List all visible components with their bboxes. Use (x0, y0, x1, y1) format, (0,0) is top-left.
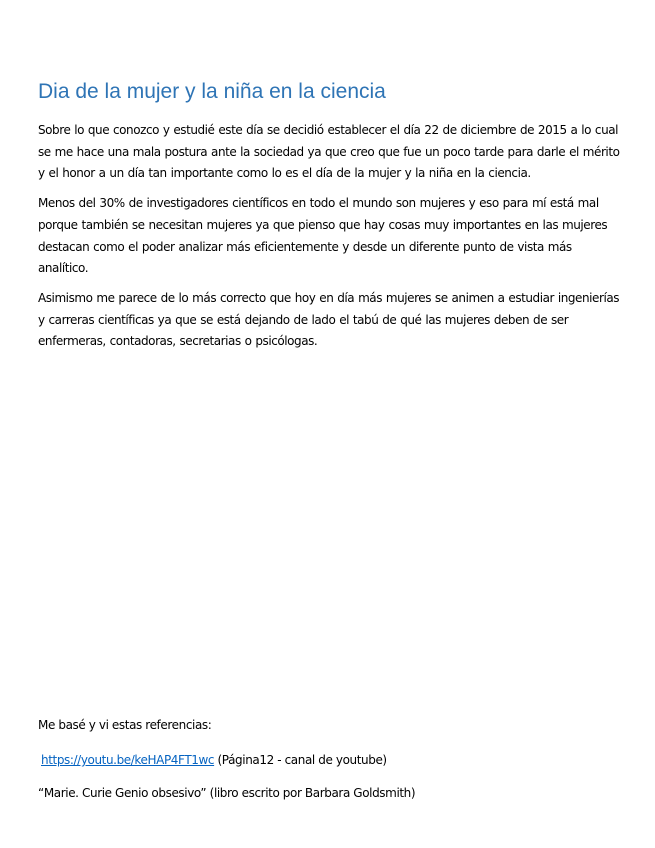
paragraph-2: Menos del 30% de investigadores científicos en todo el mundo son mujeres y eso para mí está mal porque también se necesitan mujeres ya que pienso que hay cosas muy importantes en las mujeres destacan como el poder analizar más eficientemente y desde un diferente punto de vista más analítico. (38, 196, 608, 276)
reference-book: “Marie. Curie Genio obsesivo” (libro escrito por Barbara Goldsmith) (38, 786, 416, 800)
reference-video-note: (Página12 - canal de youtube) (214, 753, 387, 767)
paragraph-3: Asimismo me parece de lo más correcto que hoy en día más mujeres se animen a estudiar ingenierías y carreras científicas ya que se está dejando de lado el tabú de qué las mujeres deben de ser enfermeras, contadoras, secretarias o psicólogas. (38, 290, 620, 349)
references-heading: Me basé y vi estas referencias: (38, 718, 212, 732)
document-body (38, 120, 620, 361)
reference-video (38, 750, 387, 770)
paragraph-1: Sobre lo que conozco y estudié este día se decidió establecer el día 22 de diciembre de 2015 a lo cual se me hace una mala postura ante la sociedad ya que creo que fue un poco tarde para darle el mérito y el honor a un día tan importante como lo es el día de la mujer y la niña en la ciencia. (38, 123, 620, 181)
youtube-link[interactable]: https://youtu.be/keHAP4FT1wc (41, 753, 215, 767)
page-title: Dia de la mujer y la niña en la ciencia (38, 80, 386, 103)
